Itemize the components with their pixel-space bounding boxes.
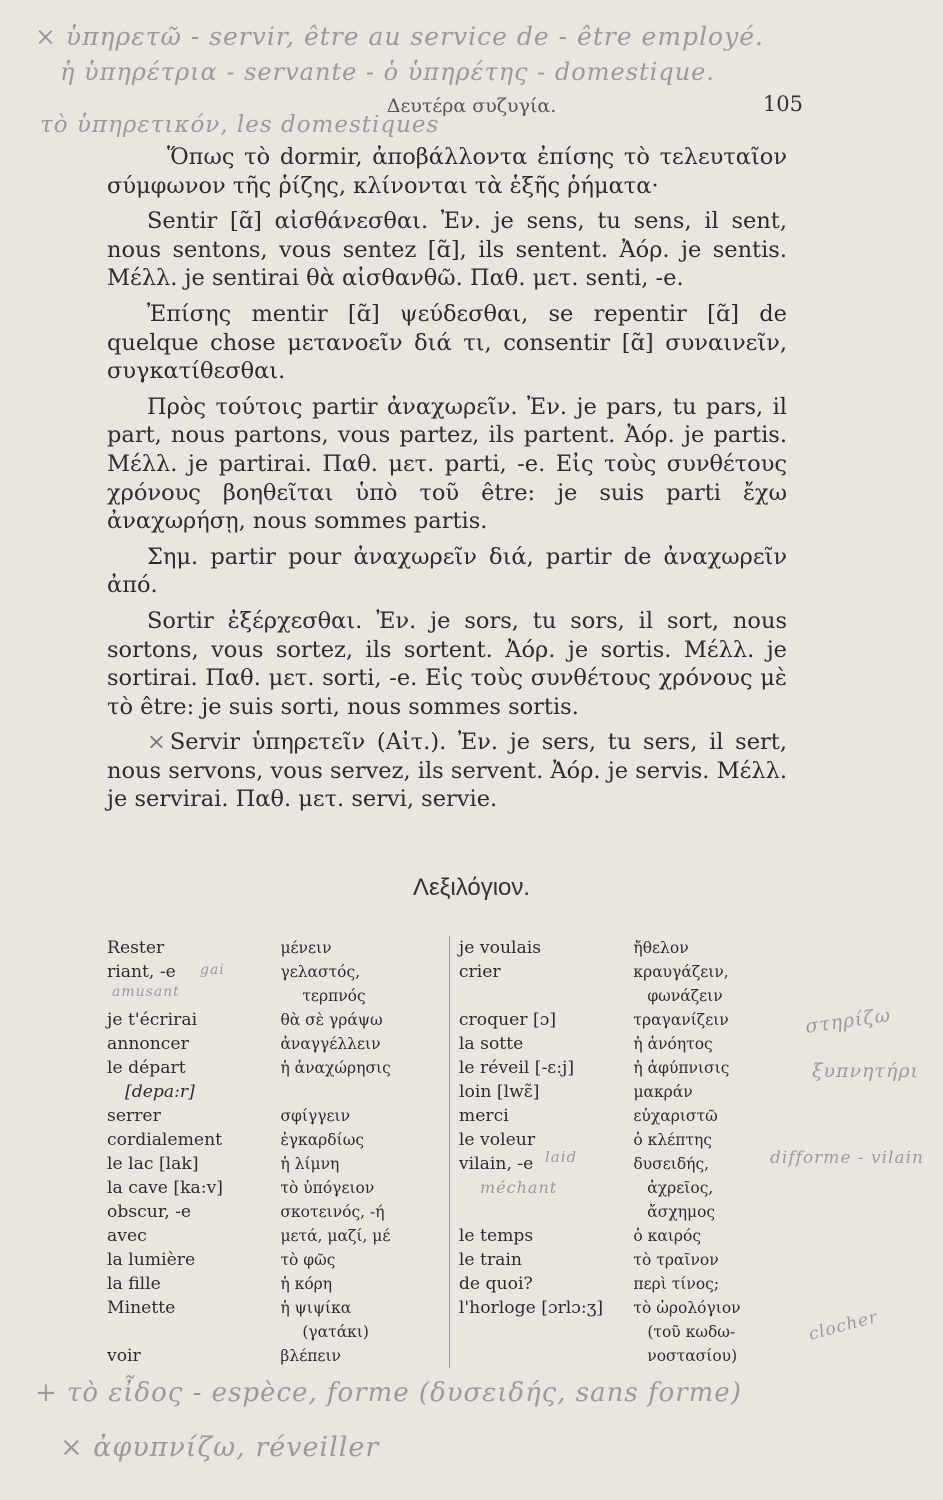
vocab-cell: τραγανίζειν	[633, 1011, 729, 1029]
vocab-cell: la lumière	[107, 1250, 196, 1270]
vocab-cell: je voulais	[449, 936, 627, 960]
vocab-cell: le départ	[107, 1058, 186, 1078]
paragraph	[107, 728, 787, 814]
vocab-cell: avec	[107, 1226, 147, 1246]
vocab-row	[107, 1224, 787, 1248]
vocab-cell: la fille	[107, 1274, 161, 1294]
handwritten-note-margin: ξυπνητήρι	[812, 1060, 919, 1082]
paragraph: Ἐπίσης mentir [ɑ̃] ψεύδεσθαι, se repentir [ɑ̃] de quelque chose μετανοεῖν διά τι, consentir [ɑ̃] συναινεῖν, συγκατίθεσθαι.	[107, 300, 787, 385]
vocab-cell: de quoi?	[449, 1272, 627, 1296]
vocab-cell: (γατάκι)	[302, 1323, 369, 1341]
vocab-cell: ἡ ψιψίκα	[280, 1299, 352, 1317]
vocab-cell: le réveil [-ɛ:j]	[449, 1056, 627, 1080]
vocab-cell: vilain, -e	[449, 1152, 627, 1176]
vocab-cell: σκοτεινός, -ή	[280, 1203, 385, 1221]
vocab-cell: ἡ ἀνόητος	[633, 1035, 713, 1053]
paragraph-text: Servir ὑπηρετεῖν (Αἰτ.). Ἐν. je sers, tu sers, il sert, nous servons, vous servez, ils servent. Ἀόρ. je servis. Μέλλ. je servirai. Παθ. μετ. servi, servie.	[107, 729, 787, 813]
vocab-cell: τὸ ὑπόγειον	[280, 1179, 375, 1197]
handwritten-note-top-1: × ὑπηρετῶ - servir, être au service de - être employé.	[35, 22, 764, 51]
handwritten-note-margin: στηρίζω	[803, 1004, 893, 1038]
vocab-cell: μένειν	[280, 939, 332, 957]
vocab-row	[107, 1032, 787, 1056]
vocab-cell: ἄσχημος	[647, 1203, 716, 1221]
vocab-cell: ἀναγγέλλειν	[280, 1035, 381, 1053]
paragraph: Sentir [ɑ̃] αἰσθάνεσθαι. Ἐν. je sens, tu sens, il sent, nous sentons, vous sentez [ɑ̃], ils sentent. Ἀόρ. je sentis. Μέλλ. je sentirai θὰ αἰσθανθῶ. Παθ. μετ. senti, -e.	[107, 208, 787, 292]
vocab-cell: ἐγκαρδίως	[280, 1131, 365, 1149]
vocab-cell: τὸ ὡρολόγιον	[633, 1299, 741, 1317]
vocab-cell: le lac [lak]	[107, 1154, 199, 1174]
vocab-cell: serrer	[107, 1106, 161, 1126]
page-number: 105	[762, 92, 803, 116]
vocab-row	[107, 1248, 787, 1272]
vocab-cell: βλέπειν	[280, 1347, 341, 1365]
vocab-cell: σφίγγειν	[280, 1107, 351, 1125]
vocab-cell: le voleur	[449, 1128, 627, 1152]
paragraph: Ὅπως τὸ dormir, ἀποβάλλοντα ἐπίσης τὸ τελευταῖον σύμφωνον τῆς ῥίζης, κλίνονται τὰ ἑξῆς ῥήματα·	[107, 144, 787, 199]
vocab-cell: le train	[449, 1248, 627, 1272]
vocab-cell: δυσειδής,	[633, 1155, 710, 1173]
vocab-cell: voir	[107, 1346, 141, 1366]
vocab-cell: θὰ σὲ γράψω	[280, 1011, 383, 1029]
vocab-cell: ἡ ἀφύπνισις	[633, 1059, 730, 1077]
vocab-row	[107, 1056, 787, 1080]
vocab-row	[107, 1272, 787, 1296]
vocab-cell: γελαστός,	[280, 963, 361, 981]
paragraph: Sortir ἐξέρχεσθαι. Ἐν. je sors, tu sors, il sort, nous sortons, vous sortez, ils sortent. Ἀόρ. je sortis. Μέλλ. je sortirai. Παθ. μετ. sorti, -e. Εἰς τοὺς συνθέτους χρόνους μὲ τὸ être: je suis sorti, nous sommes sortis.	[107, 607, 787, 720]
vocab-cell: ἡ ἀναχώρησις	[280, 1059, 391, 1077]
vocab-cell: ὁ καιρός	[633, 1227, 702, 1245]
vocab-cell: μακράν	[633, 1083, 693, 1101]
vocab-cell: μετά, μαζί, μέ	[280, 1227, 391, 1245]
vocab-cell: loin [lwɛ̃]	[449, 1080, 627, 1104]
vocabulary-table	[107, 936, 787, 1368]
vocab-cell: φωνάζειν	[647, 987, 723, 1005]
vocab-cell: je t'écrirai	[107, 1010, 198, 1030]
handwritten-note-margin: difforme - vilain	[770, 1148, 924, 1168]
handwritten-note-margin: laid	[545, 1148, 578, 1166]
vocab-cell	[449, 1200, 627, 1224]
vocab-row	[107, 1152, 787, 1176]
vocab-cell: τὸ τραῖνον	[633, 1251, 719, 1269]
vocab-row	[107, 1320, 787, 1344]
vocab-cell: [depa:r]	[125, 1082, 195, 1102]
vocab-cell: l'horloge [ɔrlɔ:ʒ]	[449, 1296, 627, 1320]
vocab-cell: croquer [ɔ]	[449, 1008, 627, 1032]
vocab-cell: ὁ κλέπτης	[633, 1131, 712, 1149]
vocab-cell: τὸ φῶς	[280, 1251, 336, 1269]
vocab-cell: περὶ τίνος;	[633, 1275, 720, 1293]
vocab-cell: crier	[449, 960, 627, 984]
vocab-row	[107, 1344, 787, 1368]
vocab-cell: annoncer	[107, 1034, 189, 1054]
main-text	[107, 143, 787, 821]
handwritten-note-margin: méchant	[480, 1178, 558, 1197]
paragraph: Σημ. partir pour ἀναχωρεῖν διά, partir de ἀναχωρεῖν ἀπό.	[107, 543, 787, 599]
handwritten-note-margin: gai	[200, 962, 225, 978]
vocab-cell	[449, 1320, 627, 1344]
handwritten-note-bottom: + τὸ εἶδος - espèce, forme (δυσειδής, sans forme)	[35, 1378, 742, 1408]
vocab-cell: merci	[449, 1104, 627, 1128]
vocab-cell: τερπνός	[302, 987, 366, 1005]
vocab-cell: la cave [ka:v]	[107, 1178, 223, 1198]
vocab-cell: la sotte	[449, 1032, 627, 1056]
vocab-cell: ἀχρεῖος,	[647, 1179, 714, 1197]
vocab-cell: Minette	[107, 1298, 176, 1318]
vocab-cell: ἤθελον	[633, 939, 689, 957]
vocab-cell	[449, 1344, 627, 1368]
vocab-row	[107, 1200, 787, 1224]
vocab-cell	[449, 984, 627, 1008]
vocab-cell: cordialement	[107, 1130, 223, 1150]
vocab-row	[107, 1104, 787, 1128]
vocab-row	[107, 1128, 787, 1152]
vocab-cell	[281, 1080, 449, 1104]
vocabulary-title: Λεξιλόγιον.	[412, 874, 531, 901]
vocab-cell: κραυγάζειν,	[633, 963, 729, 981]
cross-mark-icon: ×	[147, 729, 166, 756]
handwritten-note-top-2: ἡ ὑπηρέτρια - servante - ὁ ὑπηρέτης - domestique.	[60, 58, 715, 86]
vocab-row	[107, 936, 787, 960]
handwritten-note-top-3: τὸ ὑπηρετικόν, les domestiques	[40, 112, 440, 138]
vocab-row	[107, 1176, 787, 1200]
handwritten-note-margin: clocher	[806, 1307, 881, 1345]
paragraph: Πρὸς τούτοις partir ἀναχωρεῖν. Ἐν. je pars, tu pars, il part, nous partons, vous partez, ils partent. Ἀόρ. je partis. Μέλλ. je partirai. Παθ. μετ. parti, -e. Εἰς τοὺς συνθέτους χρόνους βοηθεῖται ὑπὸ τοῦ être: je suis parti ἔχω ἀναχωρήσῃ, nous sommes partis.	[107, 393, 787, 535]
vocab-cell: ἡ λίμνη	[280, 1155, 340, 1173]
vocab-cell	[107, 1320, 280, 1344]
running-head: Δευτέρα συζυγία.	[386, 95, 557, 117]
vocab-row	[107, 984, 787, 1008]
vocab-cell: ἡ κόρη	[280, 1275, 333, 1293]
vocab-cell: obscur, -e	[107, 1202, 192, 1222]
vocab-cell: le temps	[449, 1224, 627, 1248]
vocab-row	[107, 1080, 787, 1104]
vocab-cell: Rester	[107, 938, 165, 958]
handwritten-note-bottom: × ἀφυπνίζω, réveiller	[60, 1432, 380, 1463]
vocab-cell: (τοῦ κωδω-	[647, 1323, 736, 1341]
vocab-cell: νοστασίου)	[647, 1347, 738, 1365]
vocab-row	[107, 1296, 787, 1320]
vocab-cell: εὐχαριστῶ	[633, 1107, 718, 1125]
vocab-cell: riant, -e	[107, 962, 176, 982]
vocab-row	[107, 1008, 787, 1032]
handwritten-note-margin: amusant	[112, 984, 180, 1000]
